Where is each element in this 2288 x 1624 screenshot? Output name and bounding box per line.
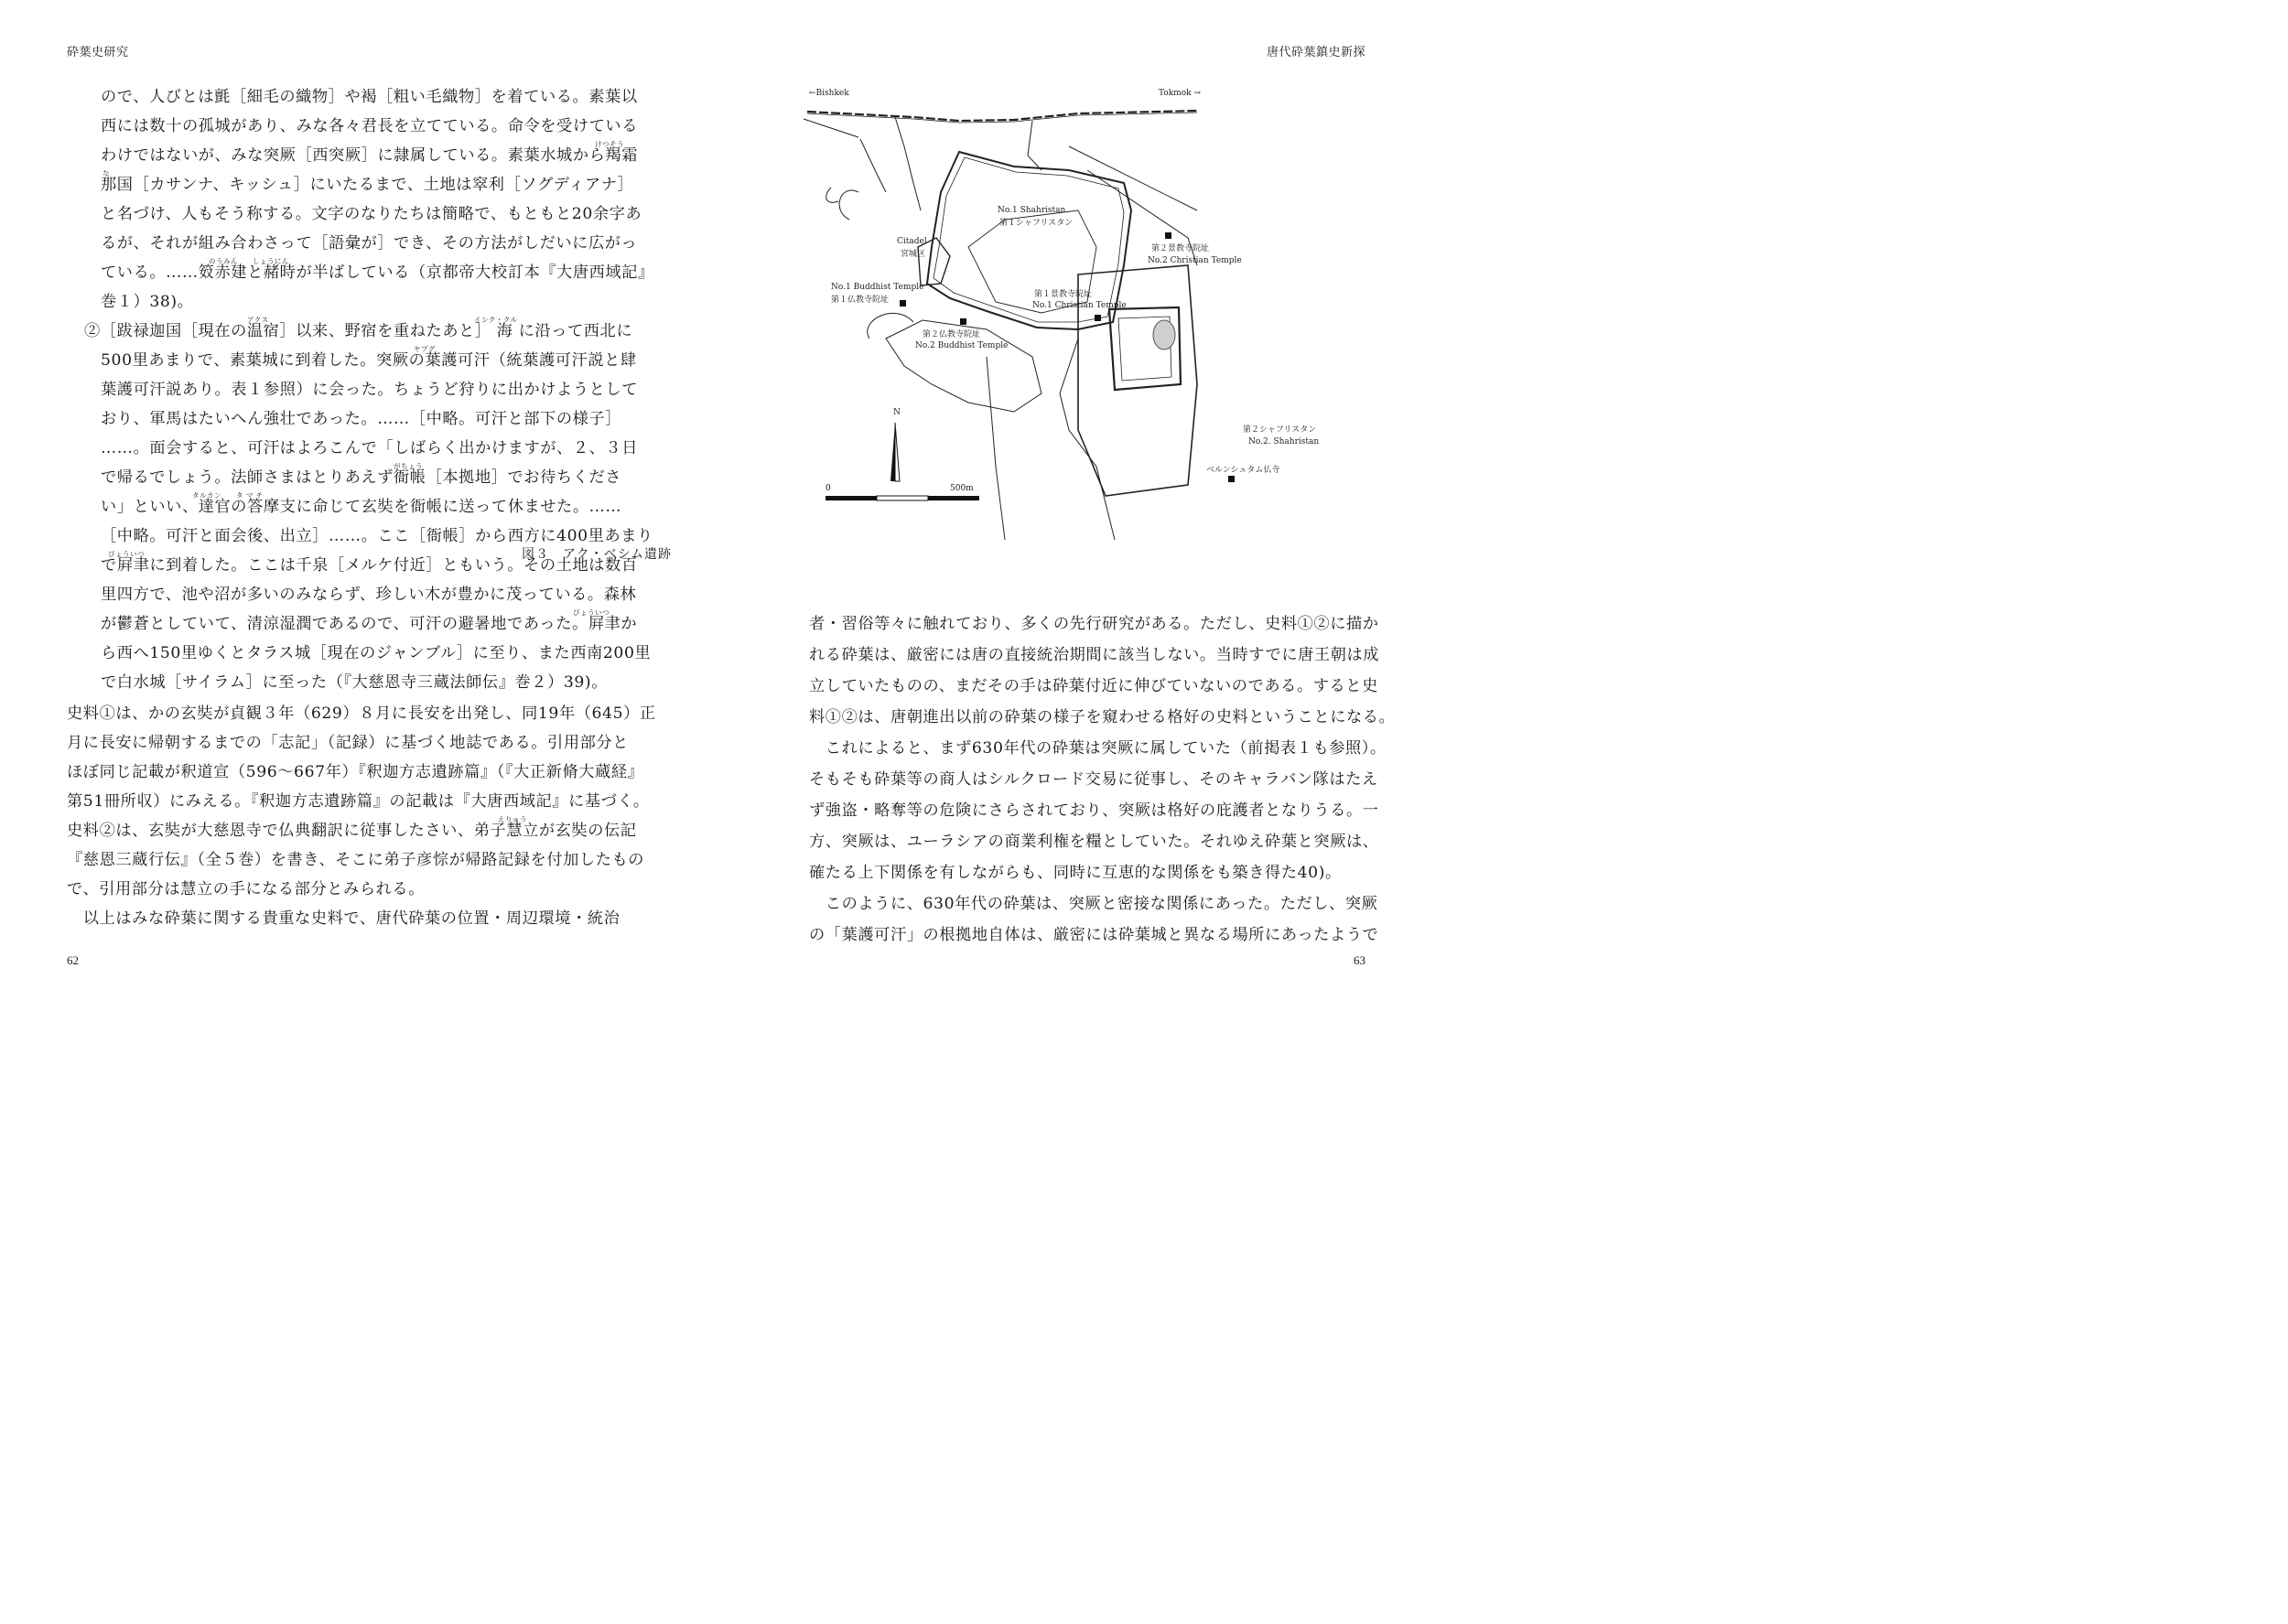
text-line: ず強盗・略奪等の危険にさらされており、突厥は格好の庇護者となりうる。一: [809, 801, 1379, 820]
figure-caption: 図３ アク・ベシム遺跡: [521, 547, 673, 562]
label-scale-zero: 0: [826, 484, 831, 493]
text-line: ［中略。可汗と面会後、出立］……。ここ［衙帳］から西方に400里あまり: [101, 527, 653, 545]
label-balasagun: ベルンシュタム仏寺: [1206, 466, 1280, 475]
left-page: [0, 0, 718, 1018]
text-line: 巻１）38)。: [101, 293, 194, 311]
text-line: ら西へ150里ゆくとタラス城［現在のジャンブル］に至り、また西南200里: [101, 644, 652, 662]
furigana: な: [103, 169, 110, 177]
label-buddhist2-jp: 第２仏教寺院址: [923, 330, 981, 339]
text-line: ほぼ同じ記載が釈道宣（596〜667年）『釈迦方志遺跡篇』（『大正新脩大蔵経』: [67, 763, 644, 781]
text-line: で白水城［サイラム］に至った（『大慈恩寺三蔵法師伝』巻２）39)。: [101, 673, 609, 692]
north-arrow: [890, 423, 900, 481]
text-line: が鬱蒼としていて、清涼湿潤であるので、可汗の避暑地であった。屛聿か: [101, 615, 638, 633]
label-christian2-en: No.2 Christian Temple: [1148, 256, 1242, 265]
furigana: のうみん: [209, 257, 238, 265]
site-marker-christian-1: [1095, 315, 1101, 321]
text-line: ……。面会すると、可汗はよろこんで「しばらく出かけますが、２、３日: [101, 439, 638, 457]
label-buddhist1-en: No.1 Buddhist Temple: [831, 283, 924, 292]
furigana: しょうにん: [253, 257, 289, 265]
page-number-left: 62: [67, 953, 79, 967]
text-line: 者・習俗等々に触れており、多くの先行研究がある。ただし、史料①②に描か: [809, 615, 1379, 633]
text-line: 以上はみな砕葉に関する貴重な史料で、唐代砕葉の位置・周辺環境・統治: [67, 909, 621, 928]
furigana: タ マ チ: [236, 491, 264, 500]
text-line: 方、突厥は、ユーラシアの商業利権を糧としていた。それゆえ砕葉と突厥は、: [809, 833, 1379, 851]
scale-bar: [826, 496, 979, 500]
text-line: 月に長安に帰朝するまでの「志記」（記録）に基づく地誌である。引用部分と: [67, 734, 629, 752]
text-line: 那国［カサンナ、キッシュ］にいたるまで、土地は窣利［ソグディアナ］: [101, 176, 634, 194]
text-line: れる砕葉は、厳密には唐の直接統治期間に該当しない。当時すでに唐王朝は成: [809, 646, 1380, 664]
text-line: 立していたものの、まだその手は砕葉付近に伸びていないのである。すると史: [809, 677, 1378, 695]
furigana: イシク・クル: [474, 316, 518, 324]
furigana: びょういつ: [108, 550, 145, 558]
label-bishkek: ←Bishkek: [809, 89, 849, 98]
running-header-left: 砕葉史研究: [67, 46, 129, 59]
text-line: 『慈恩三蔵行伝』（全５巻）を書き、そこに弟子彦悰が帰路記録を付加したもの: [67, 851, 645, 869]
page-number-right: 63: [1354, 953, 1365, 967]
label-shahristan2-en: No.2. Shahristan: [1248, 437, 1320, 446]
label-christian1-en: No.1 Christian Temple: [1032, 301, 1127, 310]
text-line: 史料②は、玄奘が大慈恩寺で仏典翻訳に従事したさい、弟子慧立が玄奘の伝記: [67, 822, 637, 840]
label-citadel-jp: 宮城区: [901, 250, 926, 259]
furigana: ヤブグ: [414, 345, 436, 353]
furigana: えりゅう: [498, 815, 527, 823]
text-line: の「葉護可汗」の根拠地自体は、厳密には砕葉城と異なる場所にあったようで: [809, 926, 1379, 944]
text-line: い」といい、達官の答摩支に命じて玄奘を衙帳に送って休ませた。……: [101, 498, 622, 516]
text-line: わけではないが、みな突厥［西突厥］に隷属している。素葉水城から羯霜: [101, 146, 638, 165]
label-buddhist1-jp: 第１仏教寺院址: [831, 296, 890, 305]
text-line: そもそも砕葉等の商人はシルクロード交易に従事し、そのキャラバン隊はたえ: [809, 770, 1378, 789]
text-line: で、引用部分は慧立の手になる部分とみられる。: [67, 880, 425, 898]
text-line: 500里あまりで、素葉城に到着した。突厥の葉護可汗（統葉護可汗説と肆: [101, 351, 637, 370]
furigana: びょういつ: [573, 608, 610, 617]
text-line: 里四方で、池や沼が多いのみならず、珍しい木が豊かに茂っている。森林: [101, 586, 637, 604]
text-line: ので、人びとは氈［細毛の織物］や褐［粗い毛織物］を着ている。素葉以: [101, 88, 638, 106]
text-line: で屛聿に到着した。ここは千泉［メルケ付近］ともいう。その土地は数百: [101, 556, 638, 575]
text-line: 料①②は、唐朝進出以前の砕葉の様子を窺わせる格好の史料ということになる。: [809, 708, 1396, 726]
text-line: 史料①は、かの玄奘が貞観３年（629）８月に長安を出発し、同19年（645）正: [67, 704, 656, 723]
label-shahristan1-en: No.1 Shahristan: [998, 206, 1066, 215]
text-line: このように、630年代の砕葉は、突厥と密接な関係にあった。ただし、突厥: [809, 895, 1378, 913]
text-line: ②［跋禄迦国［現在の温宿］以来、野宿を重ねたあと］ 海 に沿って西北に: [84, 322, 633, 340]
text-line: と名づけ、人もそう称する。文字のなりたちは簡略で、もともと20余字あ: [101, 205, 642, 223]
text-line: ている。……笯赤建と赭時が半ばしている（京都帝大校訂本『大唐西域記』: [101, 263, 654, 282]
label-tokmok: Tokmok →: [1159, 89, 1201, 98]
ak-beshim-site-map: [804, 82, 1320, 540]
text-line: 西には数十の孤城があり、みな各々君長を立てている。命令を受けている: [101, 117, 638, 135]
text-line: 葉護可汗説あり。表１参照）に会った。ちょうど狩りに出かけようとして: [101, 381, 638, 399]
text-line: おり、軍馬はたいへん強壮であった。……［中略。可汗と部下の様子］: [101, 410, 622, 428]
furigana: けつそう: [595, 140, 624, 148]
label-north: N: [893, 408, 901, 417]
text-line: 確たる上下関係を有しながらも、同時に互恵的な関係をも築き得た40)。: [809, 864, 1342, 882]
label-shahristan2-jp: 第２シャフリスタン: [1243, 425, 1317, 435]
text-line: 第51冊所収）にみえる。『釈迦方志遺跡篇』の記載は『大唐西域記』に基づく。: [67, 792, 650, 811]
site-marker-buddhist-2: [960, 318, 966, 325]
furigana: アクス: [247, 316, 269, 324]
running-header-right: 唐代砕葉鎮史新探: [1266, 46, 1365, 59]
label-christian2-jp: 第２景教寺院址: [1151, 244, 1210, 253]
label-buddhist2-en: No.2 Buddhist Temple: [915, 341, 1009, 350]
label-scale-500: 500m: [950, 484, 974, 493]
furigana: がちょう: [394, 462, 423, 470]
text-line: これによると、まず630年代の砕葉は突厥に属していた（前掲表１も参照）。: [809, 739, 1387, 758]
site-marker-christian-2: [1165, 232, 1171, 239]
text-line: るが、それが組み合わさって［語彙が］でき、その方法がしだいに広がっ: [101, 234, 638, 253]
label-citadel-en: Citadel: [897, 237, 927, 246]
furigana: タルカン: [192, 491, 221, 500]
label-christian1-jp: 第１景教寺院址: [1034, 290, 1093, 299]
site-marker-buddhist-1: [900, 300, 906, 307]
site-marker-balasagun: [1228, 476, 1235, 482]
label-shahristan1-jp: 第１シャフリスタン: [999, 219, 1074, 228]
text-line: で帰るでしょう。法師さまはとりあえず衙帳［本拠地］でお待ちくださ: [101, 468, 622, 487]
